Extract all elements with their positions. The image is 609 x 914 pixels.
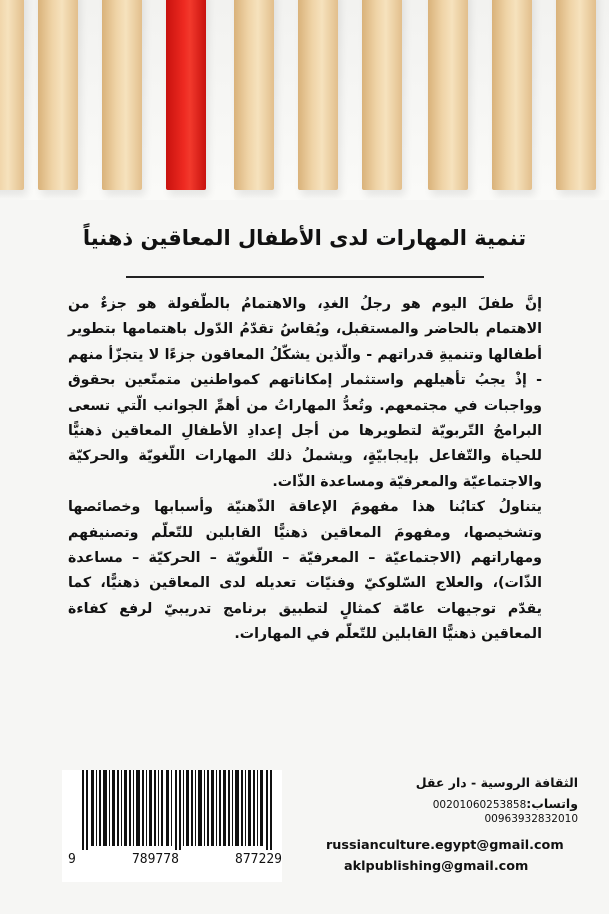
book-description bbox=[68, 292, 542, 648]
wood-stick bbox=[556, 0, 596, 190]
barcode-bars bbox=[82, 770, 278, 850]
wood-stick bbox=[234, 0, 274, 190]
cover-image-sticks bbox=[0, 0, 609, 200]
isbn-digit-group: 789778 bbox=[131, 852, 179, 867]
wood-stick bbox=[298, 0, 338, 190]
isbn-digit-group: 877229 bbox=[235, 852, 282, 867]
publisher-info bbox=[318, 775, 578, 825]
wood-stick bbox=[362, 0, 402, 190]
wood-stick bbox=[0, 0, 24, 190]
isbn-number bbox=[68, 852, 282, 867]
wood-stick bbox=[38, 0, 78, 190]
wood-stick bbox=[428, 0, 468, 190]
isbn-barcode bbox=[62, 770, 282, 882]
wood-stick bbox=[102, 0, 142, 190]
description-paragraph: يتناولُ كتابُنا هذا مفهومَ الإعاقة الذّهنيّة وأسبابها وخصائصها وتشخيصها، ومفهومَ المعاقين ذهنيًّا القابلين للتّعلّم وتصنيفهم ومهاراتهم (الاجتماعيّة – المعرفيّة – اللّغويّة – الحركيّة – مساعدة الذّات)، والعلاج السّلوكيّ وفنيّات تعديله لدى المعاقين ذهنيًّا، كما يقدّم توجيهات عامّة كمثالٍ لتطبيق برنامج تدريبيّ لرفع كفاءة المعاقين ذهنيًّا القابلين للتّعلّم في المهارات. bbox=[68, 499, 542, 643]
phone-number: 00963932832010 bbox=[484, 813, 578, 825]
title-divider bbox=[126, 276, 484, 278]
wood-stick bbox=[492, 0, 532, 190]
red-stick bbox=[166, 0, 206, 190]
book-title: تنمية المهارات لدى الأطفال المعاقين ذهنياً bbox=[82, 226, 527, 250]
whatsapp-label-text: واتساب: bbox=[526, 796, 578, 811]
email-address: russianculture.egypt@gmail.com bbox=[326, 838, 564, 853]
isbn-digit-group: 9 bbox=[68, 852, 76, 867]
description-paragraph: إنَّ طفلَ اليوم هو رجلُ الغدِ، والاهتمامُ بالطّفولة هو جزءٌ من الاهتمام بالحاضر والمستقبل، ويُقاسُ تقدّمُ الدّول باهتمامها بتطوير أطفالها وتنميةِ قدراتهم - والّذين يشكّلُ المعاقون جزءًا لا يتجزّأ منهم - إذْ يجبُ تأهيلهم واستثمار إمكاناتهم كمواطنين متمتّعين بحقوق وواجبات في مجتمعهم. وتُعدُّ المهاراتُ من أهمِّ الجوانب الّتي تسعى البرامجُ التّربويّة لتطويرها من أجل إعدادِ الأطفالِ المعاقين ذهنيًّا للحياة والتّفاعل بإيجابيّةٍ، ويشملُ ذلك المهارات اللّغويّة والحركيّة والاجتماعيّة والمعرفيّة ومساعدة الذّات. bbox=[68, 296, 542, 490]
phone-number: 00201060253858 bbox=[432, 799, 527, 811]
publisher-name: الثقافة الروسية - دار عقل bbox=[415, 775, 578, 790]
email-address: aklpublishing@gmail.com bbox=[344, 859, 529, 874]
whatsapp-label bbox=[318, 796, 578, 811]
